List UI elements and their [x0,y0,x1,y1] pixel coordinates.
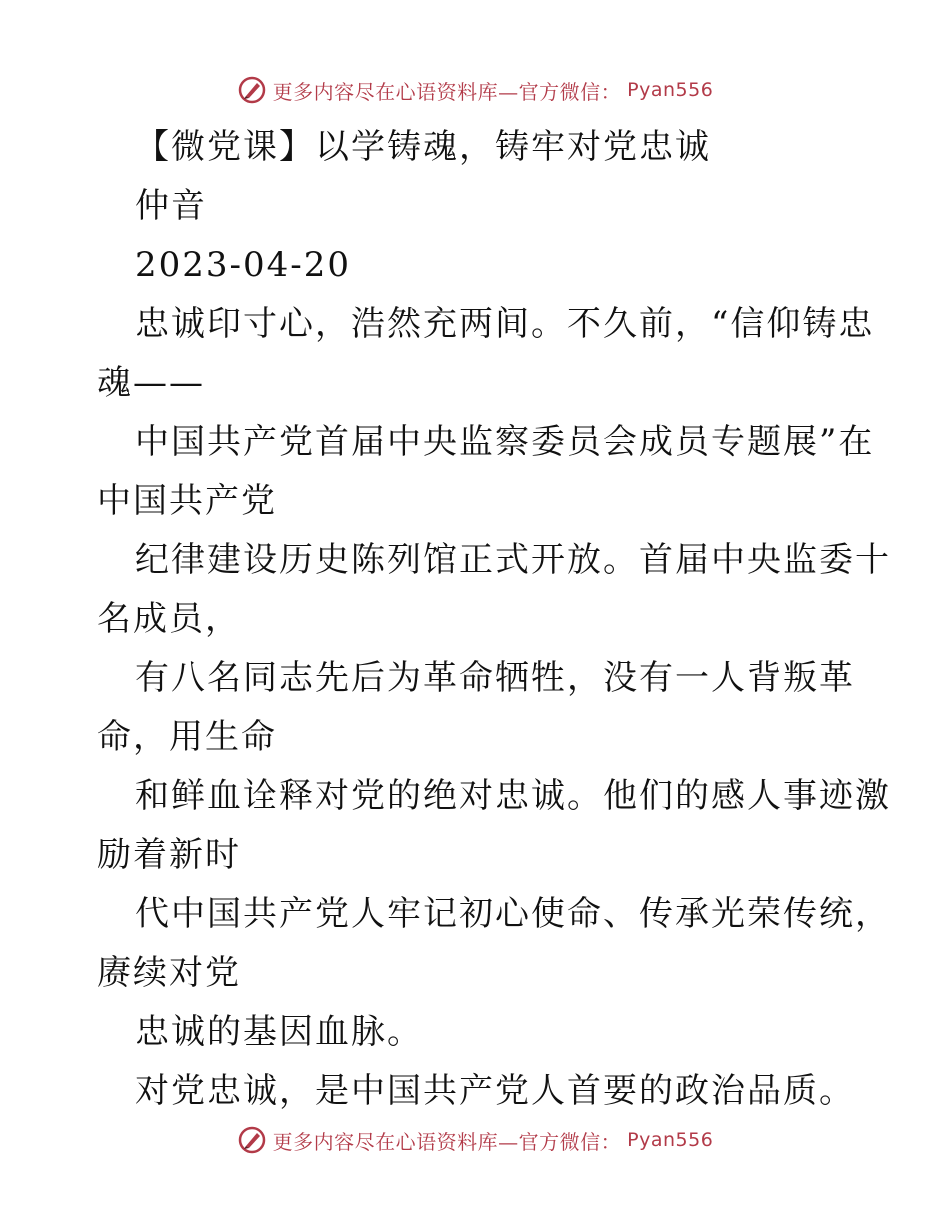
watermark-account: Pyan556 [627,1129,714,1151]
text-line: 励着新时 [97,835,241,875]
text-line: 代中国共产党人牢记初心使命、传承光荣传统， [135,894,891,934]
text-line: 中国共产党 [97,481,277,521]
text-line: 仲音 [135,186,207,226]
pen-logo-icon [237,75,267,105]
text-line: 名成员， [97,599,241,639]
watermark-header [0,70,950,110]
text-line: 魂—— [97,363,205,403]
watermark-footer [0,1120,950,1160]
text-line: 和鲜血诠释对党的绝对忠诚。他们的感人事迹激 [135,776,891,816]
text-line: 忠诚的基因血脉。 [135,1012,423,1052]
text-line: 2023-04-20 [135,245,352,285]
watermark-text: 更多内容尽在心语资料库—官方微信： [272,79,622,104]
pen-logo-icon [237,1125,267,1155]
text-line: 中国共产党首届中央监察委员会成员专题展”在 [135,422,875,462]
text-line: 有八名同志先后为革命牺牲，没有一人背叛革 [135,658,855,698]
watermark-text: 更多内容尽在心语资料库—官方微信： [272,1129,622,1154]
text-line: 命，用生命 [97,717,277,757]
text-line: 纪律建设历史陈列馆正式开放。首届中央监委十 [135,540,891,580]
text-line: 对党忠诚，是中国共产党人首要的政治品质。 [135,1071,855,1111]
document-body [97,118,891,1121]
text-line: 【微党课】以学铸魂，铸牢对党忠诚 [135,127,711,167]
text-line: 忠诚印寸心，浩然充两间。不久前，“信仰铸忠 [135,304,875,344]
watermark-account: Pyan556 [627,79,714,101]
text-line: 赓续对党 [97,953,241,993]
